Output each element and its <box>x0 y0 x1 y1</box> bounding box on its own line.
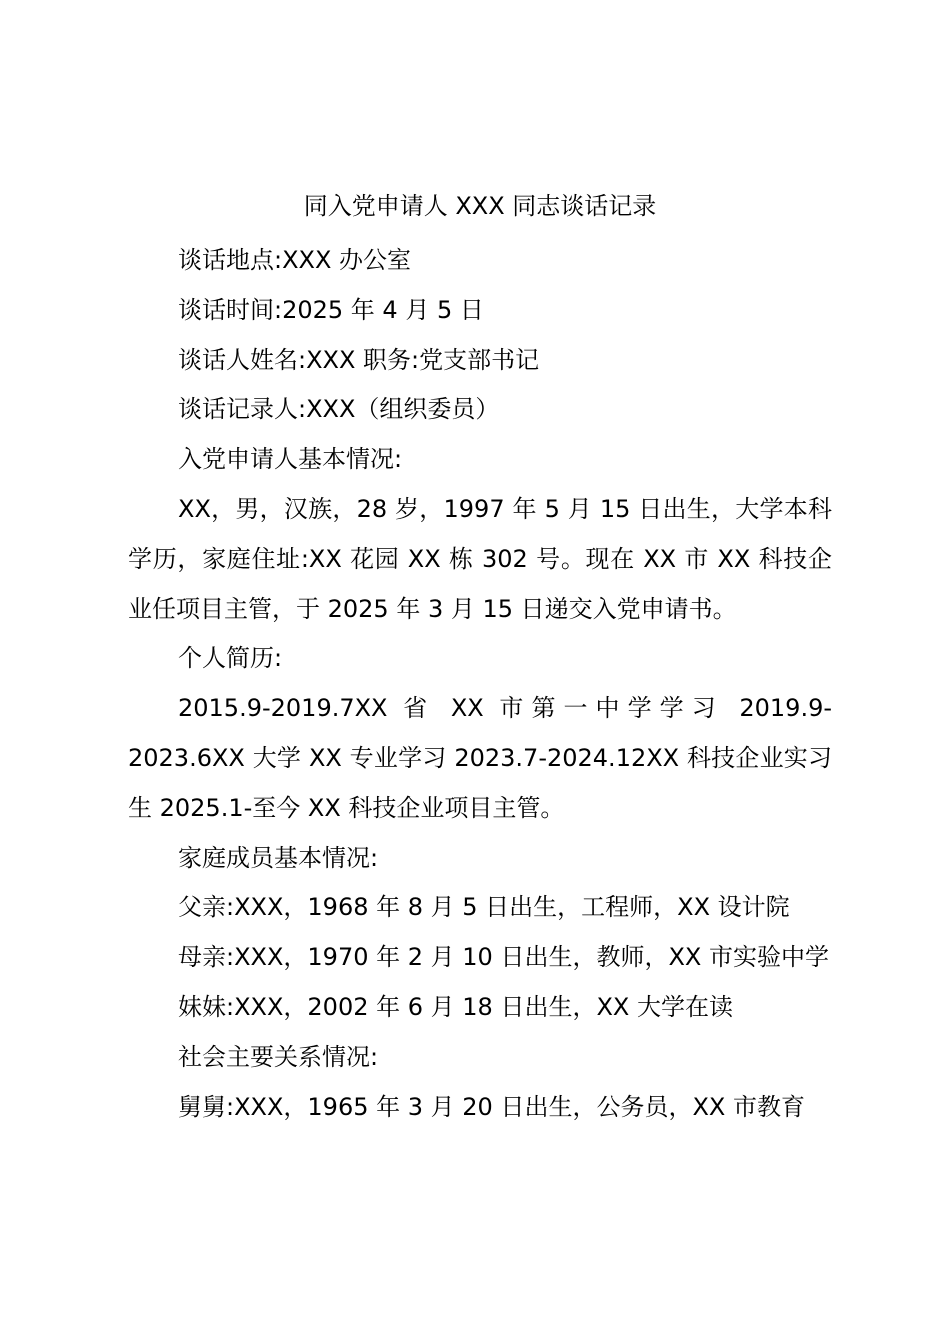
paragraph-recorder: 谈话记录人:XXX（组织委员） <box>178 395 500 424</box>
paragraph-location: 谈话地点:XXX 办公室 <box>178 246 412 274</box>
paragraph-applicant-info: XX，男，汉族，28 岁，1997 年 5 月 15 日出生，大学本科学历，家庭住址:XX 花园 XX 栋 302 号。现在 XX 市 XX 科技企业任项目主管，于 2025 年 3 月 15 日递交入党申请书。 <box>128 494 832 623</box>
heading-applicant-info: 入党申请人基本情况: <box>178 445 403 474</box>
paragraph-sister: 妹妹:XXX，2002 年 6 月 18 日出生，XX 大学在读 <box>178 992 733 1021</box>
paragraph-father: 父亲:XXX，1968 年 8 月 5 日出生，工程师，XX 设计院 <box>178 893 790 922</box>
paragraph-resume: 2015.9-2019.7XX 省 XX 市第一中学学习 2019.9-2023.6XX 大学 XX 专业学习 2023.7-2024.12XX 科技企业实习生 2025.1-至今 XX 科技企业项目主管。 <box>128 694 832 822</box>
heading-family: 家庭成员基本情况: <box>178 843 379 872</box>
paragraph-time: 谈话时间:2025 年 4 月 5 日 <box>178 295 484 324</box>
paragraph-uncle: 舅舅:XXX，1965 年 3 月 20 日出生，公务员，XX 市教育 <box>178 1092 805 1121</box>
heading-resume: 个人简历: <box>178 644 283 673</box>
paragraph-interviewer: 谈话人姓名:XXX 职务:党支部书记 <box>178 345 540 374</box>
paragraph-mother: 母亲:XXX，1970 年 2 月 10 日出生，教师，XX 市实验中学 <box>178 943 829 972</box>
document-title: 同入党申请人 XXX 同志谈话记录 <box>303 192 657 220</box>
heading-social-relations: 社会主要关系情况: <box>178 1042 379 1071</box>
document-body <box>128 236 832 1132</box>
